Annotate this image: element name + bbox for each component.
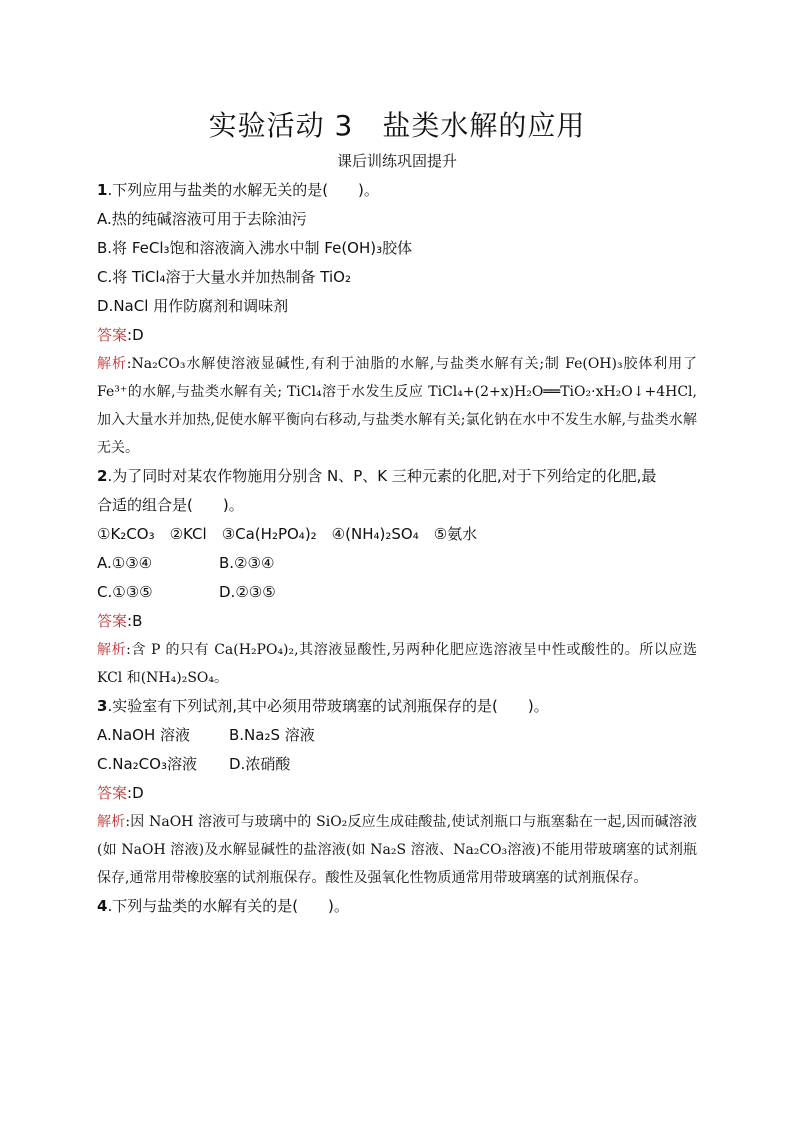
question-number: 1 xyxy=(97,181,108,199)
question-number: 4 xyxy=(97,897,108,915)
question-number: 3 xyxy=(97,697,108,715)
answer: 答案:D xyxy=(97,326,144,344)
question-1 xyxy=(97,176,697,462)
option-c: C.①③⑤ xyxy=(97,583,153,601)
question-number: 2 xyxy=(97,467,108,485)
question-stem: 2.为了同时对某农作物施用分别含 N、P、K 三种元素的化肥,对于下列给定的化肥,最 xyxy=(97,467,657,485)
question-4 xyxy=(97,892,697,921)
option-a: A.热的纯碱溶液可用于去除油污 xyxy=(97,210,307,228)
page-title: 实验活动 3 盐类水解的应用 xyxy=(208,109,586,142)
fertilizer-items: ①K₂CO₃ ②KCl ③Ca(H₂PO₄)₂ ④(NH₄)₂SO₄ ⑤氨水 xyxy=(97,525,478,543)
answer: 答案:D xyxy=(97,784,144,802)
option-c: C.将 TiCl₄溶于大量水并加热制备 TiO₂ xyxy=(97,268,351,286)
explanation-label: 解析 xyxy=(97,642,127,658)
question-2 xyxy=(97,462,697,692)
option-d: D.②③⑤ xyxy=(219,583,276,601)
option-b: B.Na₂S 溶液 xyxy=(229,726,315,744)
option-row xyxy=(97,750,697,779)
option-a: A.①③④ xyxy=(97,554,153,572)
explanation: 解析:含 P 的只有 Ca(H₂PO₄)₂,其溶液显酸性,另两种化肥应选溶液呈中性或酸性的。所以应选 KCl 和(NH₄)₂SO₄。 xyxy=(97,642,698,686)
page-subtitle: 课后训练巩固提升 xyxy=(336,152,457,170)
option-a: A.NaOH 溶液 xyxy=(97,726,191,744)
explanation-label: 解析 xyxy=(97,814,126,830)
question-stem: 3.实验室有下列试剂,其中必须用带玻璃塞的试剂瓶保存的是( )。 xyxy=(97,697,549,715)
answer-label: 答案 xyxy=(97,612,128,630)
option-row xyxy=(97,578,697,607)
question-stem: 1.下列应用与盐类的水解无关的是( )。 xyxy=(97,181,379,199)
question-3 xyxy=(97,692,697,892)
option-b: B.②③④ xyxy=(219,554,275,572)
question-stem: 4.下列与盐类的水解有关的是( )。 xyxy=(97,897,349,915)
answer-label: 答案 xyxy=(97,784,128,802)
option-d: D.NaCl 用作防腐剂和调味剂 xyxy=(97,297,289,315)
option-row xyxy=(97,721,697,750)
answer: 答案:B xyxy=(97,612,143,630)
option-c: C.Na₂CO₃溶液 xyxy=(97,755,197,773)
question-list xyxy=(97,176,697,921)
option-d: D.浓硝酸 xyxy=(229,755,291,773)
option-row xyxy=(97,549,697,578)
explanation: 解析:因 NaOH 溶液可与玻璃中的 SiO₂反应生成硅酸盐,使试剂瓶口与瓶塞黏在一起,因而碱溶液(如 NaOH 溶液)及水解显碱性的盐溶液(如 Na₂S 溶液、Na₂CO₃溶液)不能用带玻璃塞的试剂瓶保存,通常用带橡胶塞的试剂瓶保存。酸性及强氧化性物质通常用带玻璃塞的试剂瓶保存。 xyxy=(97,814,697,886)
answer-label: 答案 xyxy=(97,326,128,344)
question-stem-continued: 合适的组合是( )。 xyxy=(97,496,244,514)
explanation: 解析:Na₂CO₃水解使溶液显碱性,有利于油脂的水解,与盐类水解有关;制 Fe(OH)₃胶体利用了 Fe³⁺的水解,与盐类水解有关; TiCl₄溶于水发生反应 TiCl₄+(2+x)H₂O══TiO₂·xH₂O↓+4HCl,加入大量水并加热,促使水解平衡向右移动,与盐类水解有关;氯化钠在水中不发生水解,与盐类水解无关。 xyxy=(97,356,698,456)
option-b: B.将 FeCl₃饱和溶液滴入沸水中制 Fe(OH)₃胶体 xyxy=(97,239,413,257)
explanation-label: 解析 xyxy=(97,356,127,372)
